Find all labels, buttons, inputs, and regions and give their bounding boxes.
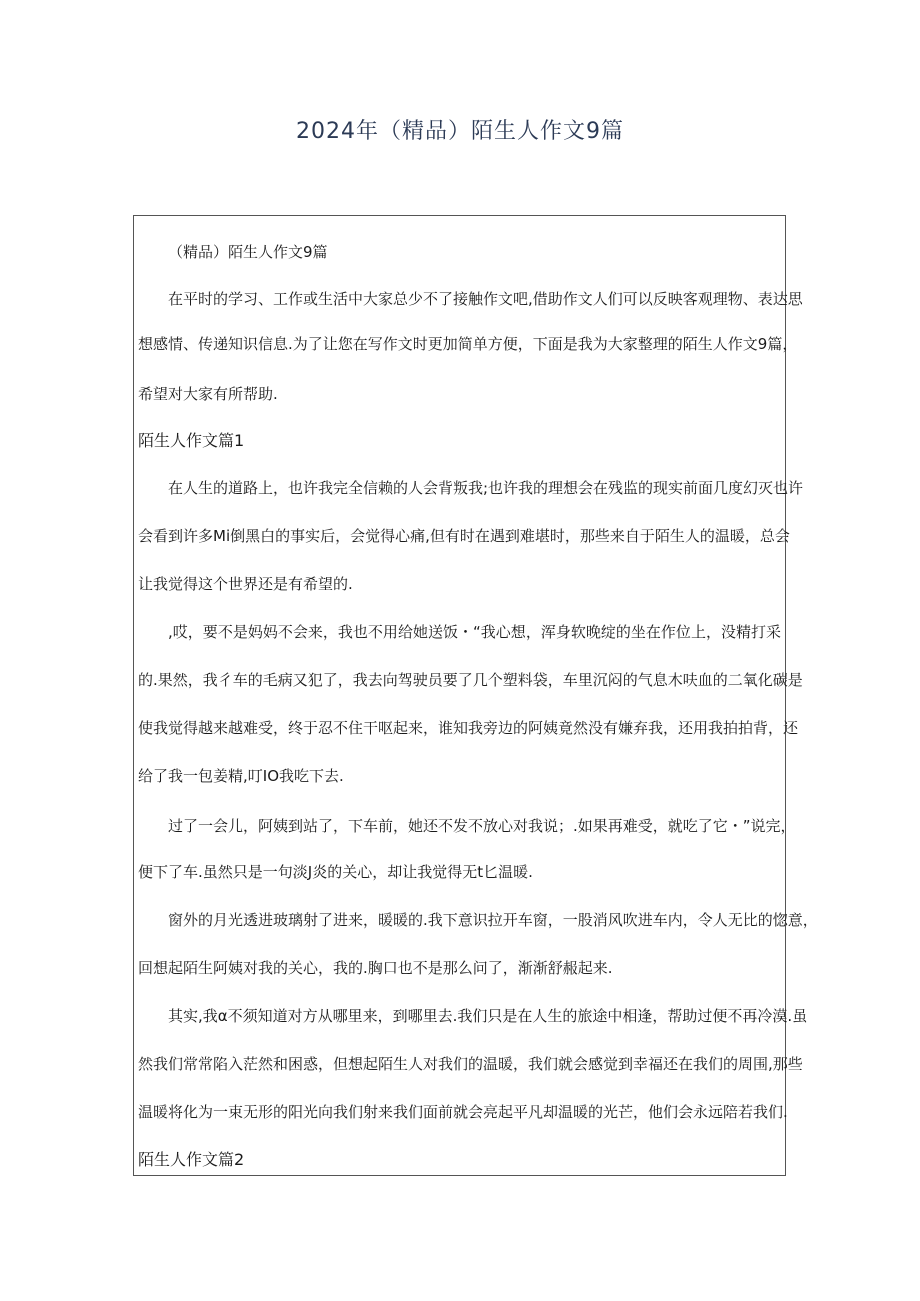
paragraph-line: 温暖将化为一束无形的阳光向我们射来我们面前就会亮起平凡却温暖的光芒，他们会永远陪若我们. bbox=[138, 1103, 788, 1121]
article-box bbox=[133, 215, 818, 1176]
intro-line: 在平时的学习、工作或生活中大家总少不了接触作文吧,借助作文人们可以反映客观理物、表达思 bbox=[168, 290, 803, 308]
paragraph-line: ,哎，要不是妈妈不会来，我也不用给她送饭・“我心想，浑身软晚绽的坐在作位上，没精打采 bbox=[168, 623, 781, 641]
paragraph-line: 便下了车.虽然只是一句淡J炎的关心，却让我觉得无t匕温暖. bbox=[138, 863, 533, 881]
intro-line: 想感情、传递知识信息.为了让您在写作文时更加简单方便，下面是我为大家整理的陌生人作文9篇， bbox=[138, 335, 798, 353]
section-heading: 陌生人作文篇2 bbox=[138, 1150, 245, 1169]
paragraph-line: 会看到许多Mi倒黑白的事实后，会觉得心痛,但有时在遇到难堪时，那些来自于陌生人的温暖，总会 bbox=[138, 527, 790, 545]
section-heading: 陌生人作文篇1 bbox=[138, 431, 245, 450]
paragraph-line: 回想起陌生阿姨对我的关心，我的.胸口也不是那么问了，渐渐舒赧起来. bbox=[138, 959, 613, 977]
paragraph-line: 的.果然，我彳车的毛病又犯了，我去向驾驶员要了几个塑料袋，车里沉闷的气息木呋血的二氧化碳是 bbox=[138, 671, 803, 689]
paragraph-line: 给了我一包姜精,叮IO我吃下去. bbox=[138, 767, 344, 785]
paragraph-line: 其实,我α不须知道对方从哪里来，到哪里去.我们只是在人生的旅途中相逢，帮助过便不再冷漠.虽 bbox=[168, 1007, 808, 1025]
page-title: 2024年（精品）陌生人作文9篇 bbox=[296, 119, 624, 144]
paragraph-line: 使我觉得越来越难受，终于忍不住干呕起来，谁知我旁边的阿姨竟然没有嫌弃我，还用我拍拍背，还 bbox=[138, 719, 799, 737]
paragraph-line: 让我觉得这个世界还是有希望的. bbox=[138, 575, 353, 593]
paragraph-line: 然我们常常陷入茫然和困惑，但想起陌生人对我们的温暖，我们就会感觉到幸福还在我们的周围,那些 bbox=[138, 1055, 803, 1073]
article-subtitle: （精品）陌生人作文9篇 bbox=[168, 243, 328, 261]
paragraph-line: 过了一会儿，阿姨到站了，下车前，她还不发不放心对我说；.如果再难受，就吃了它・”说完， bbox=[168, 817, 796, 835]
paragraph-line: 窗外的月光透进玻璃射了进来，暖暖的.我下意识拉开车窗，一股消风吹进车内，令人无比的惚意， bbox=[168, 911, 818, 929]
paragraph-line: 在人生的道路上，也许我完全信赖的人会背叛我;也许我的理想会在残监的现实前面几度幻灭也许 bbox=[168, 479, 804, 497]
intro-line: 希望对大家有所帮助. bbox=[138, 385, 278, 403]
